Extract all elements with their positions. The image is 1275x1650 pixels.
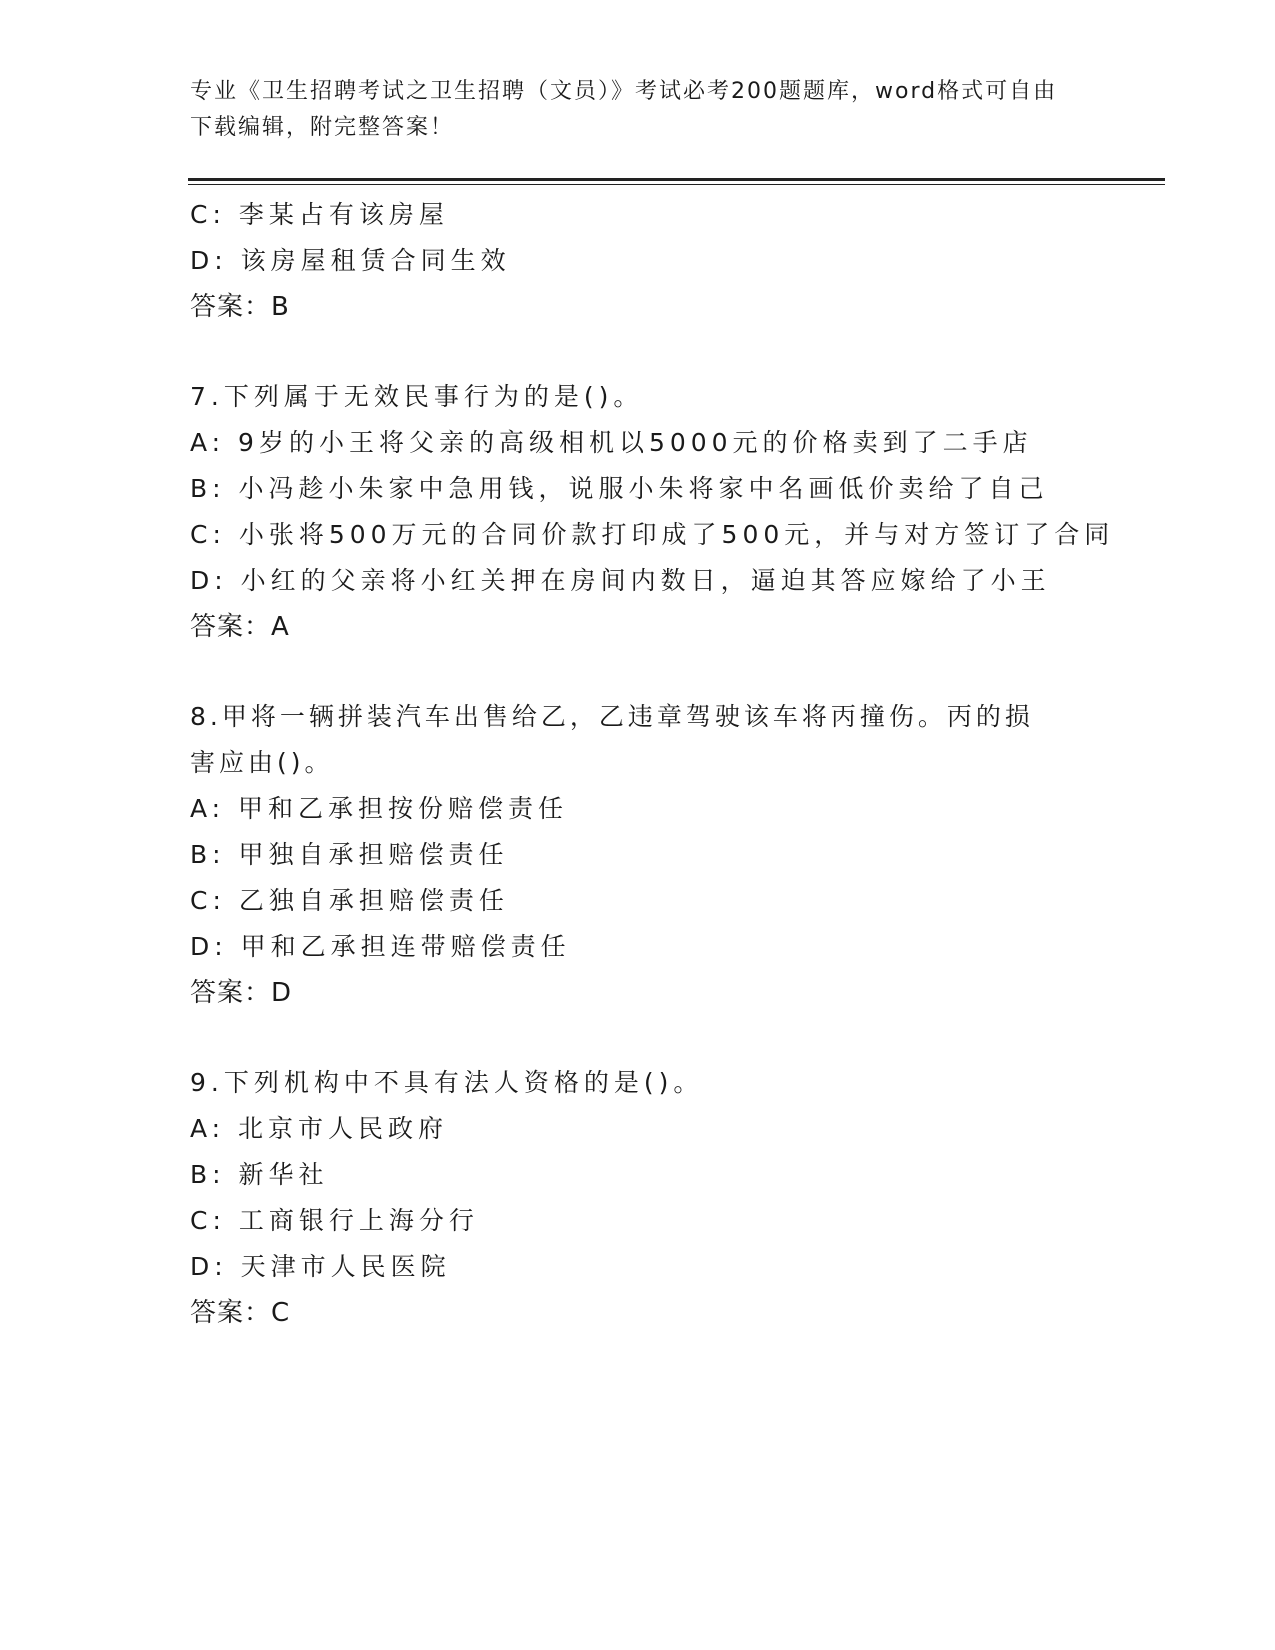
option-d: D: 小红的父亲将小红关押在房间内数日，逼迫其答应嫁给了小王 <box>190 566 1051 595</box>
answer-line: 答案：A <box>190 612 290 642</box>
option-b: B: 新华社 <box>190 1160 329 1189</box>
question-list <box>190 192 1150 1336</box>
prev-question-tail <box>190 192 1150 330</box>
answer-line: 答案：C <box>190 1298 291 1328</box>
option-d: D: 该房屋租赁合同生效 <box>190 246 511 275</box>
answer-line: 答案：D <box>190 978 293 1008</box>
option-c: C: 李某占有该房屋 <box>190 200 449 229</box>
option-a: A: 甲和乙承担按份赔偿责任 <box>190 794 569 823</box>
option-d: D: 天津市人民医院 <box>190 1252 451 1281</box>
question-stem: 7.下列属于无效民事行为的是()。 <box>190 382 644 411</box>
question-stem: 8.甲将一辆拼装汽车出售给乙，乙违章驾驶该车将丙撞伤。丙的损害应由()。 <box>190 702 1034 777</box>
header-divider-thick <box>188 178 1165 181</box>
option-b: B: 小冯趁小朱家中急用钱，说服小朱将家中名画低价卖给了自己 <box>190 474 1049 503</box>
option-c: C: 工商银行上海分行 <box>190 1206 479 1235</box>
option-a: A: 9岁的小王将父亲的高级相机以5000元的价格卖到了二手店 <box>190 428 1033 457</box>
option-c: C: 乙独自承担赔偿责任 <box>190 886 509 915</box>
header-divider-thin <box>188 184 1165 185</box>
option-a: A: 北京市人民政府 <box>190 1114 449 1143</box>
document-header: 专业《卫生招聘考试之卫生招聘（文员）》考试必考200题题库，word格式可自由下载编辑，附完整答案！ <box>190 79 1058 140</box>
answer-line: 答案：B <box>190 292 290 322</box>
option-c: C: 小张将500万元的合同价款打印成了500元，并与对方签订了合同 <box>190 520 1115 549</box>
option-d: D: 甲和乙承担连带赔偿责任 <box>190 932 571 961</box>
option-b: B: 甲独自承担赔偿责任 <box>190 840 509 869</box>
question-8 <box>190 694 1150 1016</box>
question-7 <box>190 374 1150 650</box>
question-stem: 9.下列机构中不具有法人资格的是()。 <box>190 1068 704 1097</box>
question-9 <box>190 1060 1150 1336</box>
